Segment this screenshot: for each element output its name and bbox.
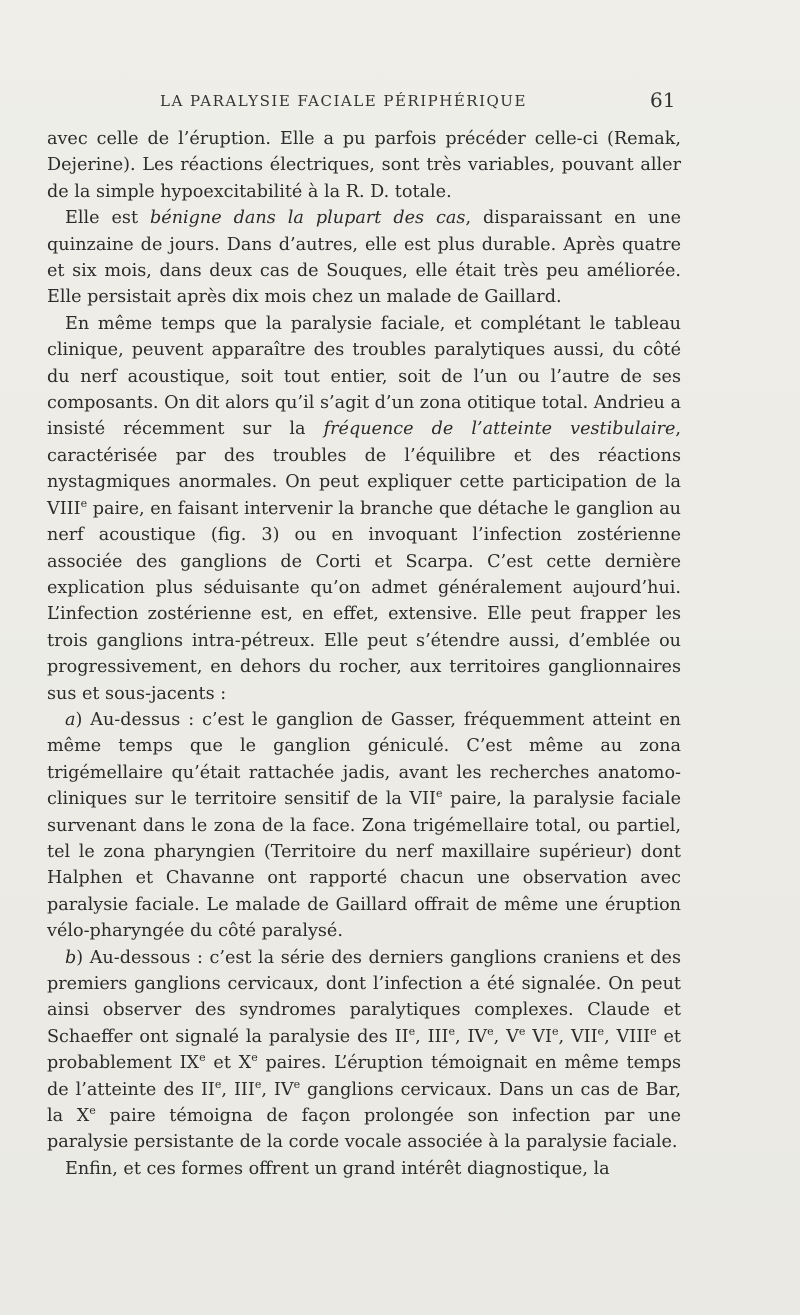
- text-run: et X: [205, 1053, 252, 1074]
- superscript: e: [448, 1024, 455, 1038]
- text-run: , disparaissant en une quinzaine de jours. Dans d’autres, elle est plus durable. Après quatre et six mois, dans deux cas de Souques, elle était très peu améliorée. Elle persistait après dix mois chez un malade de Gaillard.: [47, 208, 681, 308]
- superscript: e: [551, 1024, 559, 1038]
- running-title: LA PARALYSIE FACIALE PÉRIPHÉRIQUE: [160, 92, 527, 110]
- text-run: , V: [493, 1026, 519, 1047]
- text-run: ) Au-dessus : c’est le ganglion de Gasser, fréquemment atteint en même temps que le ganglion géniculé. C’est même au zona trigémellaire qu’était rattachée jadis, avant les recherches anatomo-cliniques sur le territoire sensitif de la VII: [47, 709, 681, 810]
- superscript: e: [254, 1077, 262, 1091]
- paragraph-6: Enfin, et ces formes offrent un grand intérêt diagnostique, la: [65, 1158, 610, 1179]
- superscript: e: [487, 1024, 494, 1038]
- superscript: e: [293, 1077, 301, 1091]
- superscript: e: [597, 1024, 605, 1038]
- text-run: , IV: [454, 1026, 488, 1047]
- paragraph-4: [47, 707, 681, 945]
- body-text: [47, 126, 681, 1182]
- paragraph-5: [47, 945, 681, 1156]
- text-run: paire témoigna de façon prolongée son infection par une paralysie persistante de la corde vocale associée à la paralysie faciale.: [47, 1106, 682, 1153]
- paragraph-1: avec celle de l’éruption. Elle a pu parfois précéder celle-ci (Remak, Dejerine). Les réactions électriques, sont très variables, pouvant aller de la simple hypoexcitabilité à la R. D. totale.: [47, 129, 681, 202]
- superscript: e: [650, 1024, 657, 1038]
- text-run: ) Au-dessous : c’est la série des derniers ganglions craniens et des premiers ganglions cervicaux, dont l’infection a été signalée. On peut ainsi observer des syndromes paralytiques complexes. Claude et Schaeffer ont signalé la paralysie des II: [47, 947, 681, 1047]
- text-run: , III: [221, 1079, 255, 1100]
- superscript: e: [408, 1024, 416, 1038]
- superscript: e: [89, 1104, 96, 1118]
- superscript: e: [518, 1024, 526, 1038]
- text-run: Elle est: [65, 208, 151, 229]
- text-run: VI: [525, 1026, 552, 1047]
- text-run: paire, la paralysie faciale survenant dans le zona de la face. Zona trigémellaire total, ou partiel, tel le zona pharyngien (Territoire du nerf maxillaire supérieur) dont Halphen et Chavanne ont rapporté chacun une observation avec paralysie faciale. Le malade de Gaillard offrait de même une éruption vélo-pharyngée du côté paralysé.: [47, 789, 681, 942]
- list-label: a: [65, 709, 76, 730]
- text-run: , VIII: [604, 1026, 651, 1047]
- italic-run: bénigne dans la plupart des cas: [150, 208, 466, 229]
- superscript: e: [214, 1077, 222, 1091]
- text-run: , caractérisée par des troubles de l’équilibre et des réactions nystagmiques anormales. On peut expliquer cette participation de la VIII: [47, 419, 681, 519]
- superscript: e: [435, 787, 443, 801]
- text-run: , III: [415, 1026, 449, 1047]
- text-run: et probablement IX: [47, 1026, 682, 1074]
- text-run: , IV: [261, 1079, 294, 1100]
- text-run: paire, en faisant intervenir la branche que détache le ganglion au nerf acoustique (fig. 3) ou en invoquant l’infection zostérienne associée des ganglions de Corti et Scarpa. C’est cette dernière explication plus séduisante qu’on admet généralement aujourd’hui. L’infection zostérienne est, en effet, extensive. Elle peut frapper les trois ganglions intra-pétreux. Elle peut s’étendre aussi, d’emblée ou progressivement, en dehors du rocher, aux territoires ganglionnaires sus et sous-jacents :: [47, 498, 681, 704]
- paragraph-3: [47, 311, 681, 707]
- text-run: paires. L’éruption témoignait en même temps de l’atteinte des II: [47, 1053, 681, 1100]
- page-number: 61: [650, 88, 676, 112]
- text-run: ganglions cervicaux. Dans un cas de Bar, la X: [47, 1079, 681, 1127]
- superscript: e: [80, 496, 88, 510]
- text-run: , VII: [558, 1026, 598, 1047]
- superscript: e: [251, 1051, 258, 1065]
- italic-run: fréquence de l’atteinte vestibulaire: [323, 419, 676, 440]
- paragraph-2: [47, 205, 681, 311]
- superscript: e: [199, 1051, 206, 1065]
- list-label: b: [65, 947, 77, 968]
- text-run: En même temps que la paralysie faciale, et complétant le tableau clinique, peuvent apparaître des troubles paralytiques aussi, du côté du nerf acoustique, soit tout entier, soit de l’un ou l’autre de ses composants. On dit alors qu’il s’agit d’un zona otitique total. Andrieu a insisté récemment sur la: [47, 313, 681, 440]
